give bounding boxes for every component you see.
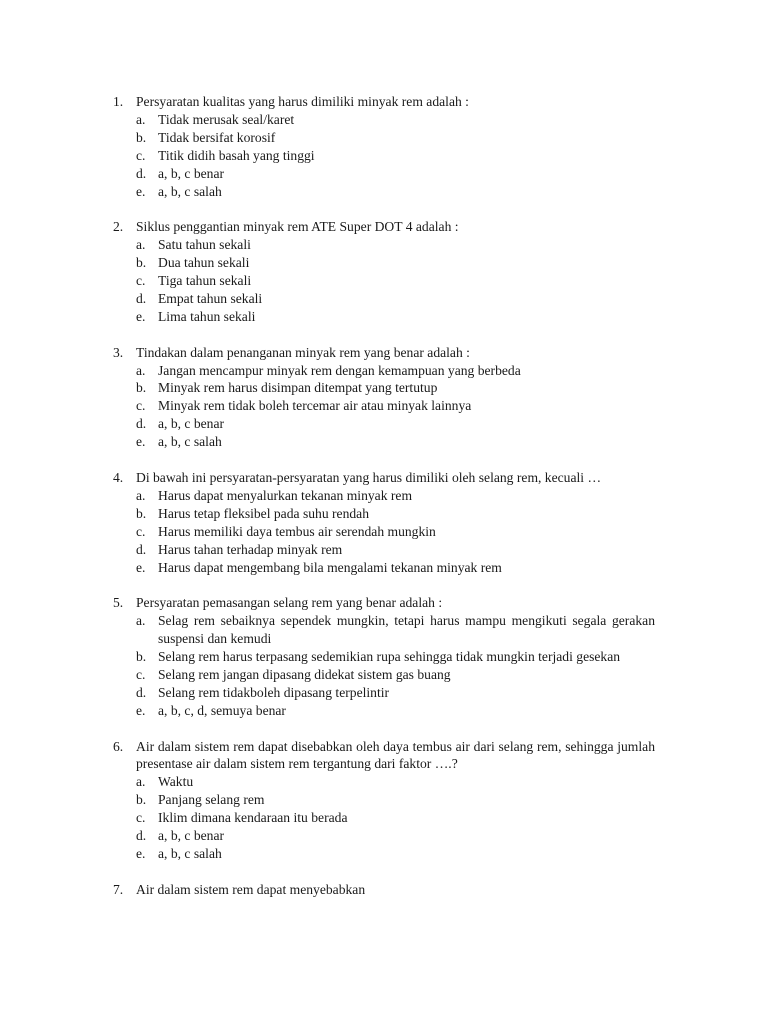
option-c (136, 147, 655, 165)
option-letter: b. (136, 380, 147, 396)
option-letter: b. (136, 649, 147, 665)
option-b (136, 648, 655, 666)
option-text: Jangan mencampur minyak rem dengan kemampuan yang berbeda (158, 362, 521, 378)
option-letter: e. (136, 183, 146, 199)
option-d (136, 827, 655, 845)
option-letter: c. (136, 810, 146, 826)
option-c (136, 666, 655, 684)
option-letter: b. (136, 255, 147, 271)
option-d (136, 165, 655, 183)
option-text: Waktu (158, 774, 194, 790)
option-letter: a. (136, 111, 146, 127)
option-letter: d. (136, 290, 147, 306)
question-text: Air dalam sistem rem dapat menyebabkan (136, 881, 366, 897)
question-list (113, 93, 655, 917)
option-text: Harus dapat menyalurkan tekanan minyak rem (158, 487, 413, 503)
question-number: 2. (113, 219, 124, 235)
option-text: Harus memiliki daya tembus air serendah mungkin (158, 523, 436, 539)
option-letter: c. (136, 666, 146, 682)
option-text: a, b, c salah (158, 434, 222, 450)
option-text: Minyak rem harus disimpan ditempat yang tertutup (158, 380, 438, 396)
question-number: 3. (113, 344, 124, 360)
option-letter: c. (136, 523, 146, 539)
option-text: Lima tahun sekali (158, 308, 256, 324)
question-4 (113, 469, 655, 576)
option-list (113, 612, 655, 719)
option-list (113, 362, 655, 452)
option-letter: d. (136, 541, 147, 557)
option-list (113, 236, 655, 326)
option-letter: d. (136, 416, 147, 432)
option-list (113, 487, 655, 577)
question-text: Tindakan dalam penanganan minyak rem yang benar adalah : (136, 344, 470, 360)
option-a (136, 487, 655, 505)
option-text: Harus tahan terhadap minyak rem (158, 541, 343, 557)
option-text: a, b, c benar (158, 828, 225, 844)
option-c (136, 523, 655, 541)
option-text: Selang rem harus terpasang sedemikian rupa sehingga tidak mungkin terjadi gesekan (158, 649, 621, 665)
option-text: Panjang selang rem (158, 792, 265, 808)
question-number: 5. (113, 595, 124, 611)
option-a (136, 612, 655, 648)
option-b (136, 505, 655, 523)
question-text: Siklus penggantian minyak rem ATE Super DOT 4 adalah : (136, 219, 459, 235)
question-6 (113, 738, 655, 863)
option-d (136, 290, 655, 308)
option-b (136, 791, 655, 809)
question-number: 1. (113, 94, 124, 109)
option-list (113, 111, 655, 201)
option-text: Dua tahun sekali (158, 255, 250, 271)
option-letter: d. (136, 684, 147, 700)
option-e (136, 308, 655, 326)
question-text: Di bawah ini persyaratan-persyaratan yang harus dimiliki oleh selang rem, kecuali … (136, 469, 602, 485)
option-letter: c. (136, 398, 146, 414)
option-text: Satu tahun sekali (158, 237, 251, 253)
option-letter: e. (136, 702, 146, 718)
question-3 (113, 344, 655, 451)
option-e (136, 559, 655, 577)
option-text: Selang rem jangan dipasang didekat sistem gas buang (158, 666, 451, 682)
option-letter: b. (136, 505, 147, 521)
option-b (136, 254, 655, 272)
option-a (136, 773, 655, 791)
option-e (136, 433, 655, 451)
option-c (136, 272, 655, 290)
option-letter: a. (136, 487, 146, 503)
option-text: Selag rem sebaiknya sependek mungkin, tetapi harus mampu mengikuti segala gerakan suspensi dan kemudi (158, 613, 655, 647)
option-letter: b. (136, 792, 147, 808)
option-text: Harus tetap fleksibel pada suhu rendah (158, 505, 370, 521)
option-letter: c. (136, 273, 146, 289)
option-text: a, b, c benar (158, 165, 225, 181)
option-text: a, b, c salah (158, 183, 222, 199)
option-text: Selang rem tidakboleh dipasang terpelintir (158, 684, 390, 700)
option-letter: e. (136, 845, 146, 861)
question-number: 7. (113, 881, 124, 897)
option-letter: a. (136, 774, 146, 790)
option-text: a, b, c salah (158, 845, 222, 861)
option-text: a, b, c benar (158, 416, 225, 432)
option-c (136, 397, 655, 415)
option-list (113, 773, 655, 863)
option-d (136, 415, 655, 433)
option-letter: e. (136, 308, 146, 324)
option-letter: a. (136, 362, 146, 378)
question-1 (113, 93, 655, 200)
question-number: 4. (113, 469, 124, 485)
option-d (136, 684, 655, 702)
option-letter: a. (136, 237, 146, 253)
option-b (136, 379, 655, 397)
question-2 (113, 218, 655, 325)
option-a (136, 236, 655, 254)
option-d (136, 541, 655, 559)
option-letter: b. (136, 129, 147, 145)
option-text: a, b, c, d, semuya benar (158, 702, 286, 718)
option-text: Tiga tahun sekali (158, 273, 252, 289)
option-e (136, 183, 655, 201)
option-c (136, 809, 655, 827)
option-text: Tidak bersifat korosif (158, 129, 276, 145)
option-text: Tidak merusak seal/karet (158, 111, 295, 127)
option-text: Harus dapat mengembang bila mengalami tekanan minyak rem (158, 559, 502, 575)
option-letter: e. (136, 434, 146, 450)
option-letter: d. (136, 165, 147, 181)
option-letter: c. (136, 147, 146, 163)
question-text: Air dalam sistem rem dapat disebabkan oleh daya tembus air dari selang rem, sehingga jumlah presentase air dalam sistem rem tergantung dari faktor ….? (136, 738, 655, 772)
question-text: Persyaratan kualitas yang harus dimiliki minyak rem adalah : (136, 94, 469, 109)
option-text: Iklim dimana kendaraan itu berada (158, 810, 348, 826)
question-text: Persyaratan pemasangan selang rem yang benar adalah : (136, 595, 443, 611)
option-letter: d. (136, 828, 147, 844)
option-text: Titik didih basah yang tinggi (158, 147, 315, 163)
question-5 (113, 594, 655, 719)
option-letter: e. (136, 559, 146, 575)
option-e (136, 845, 655, 863)
option-a (136, 362, 655, 380)
question-number: 6. (113, 738, 124, 754)
option-text: Empat tahun sekali (158, 290, 263, 306)
option-text: Minyak rem tidak boleh tercemar air atau minyak lainnya (158, 398, 472, 414)
option-a (136, 111, 655, 129)
option-b (136, 129, 655, 147)
option-e (136, 702, 655, 720)
option-letter: a. (136, 613, 146, 629)
question-7 (113, 881, 655, 899)
